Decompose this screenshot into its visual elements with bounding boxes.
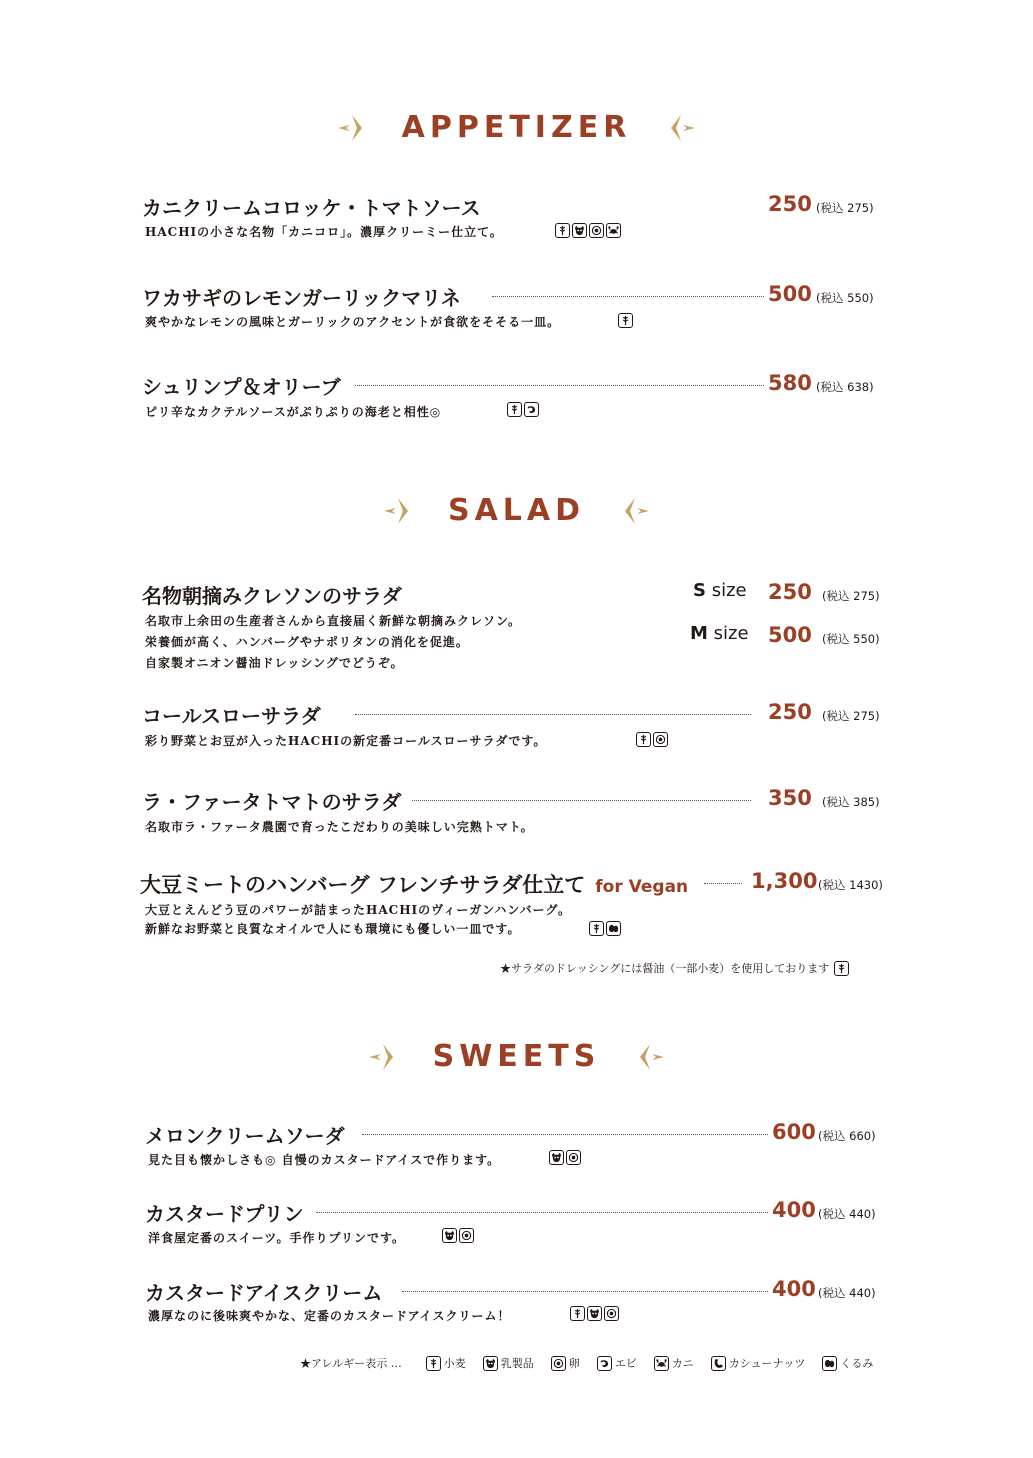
legend-item-walnut — [822, 1355, 873, 1371]
menu-item-desc-line: 名取市上余田の生産者さんから直接届く新鮮な朝摘みクレソン。 — [145, 614, 522, 628]
legend-item-shrimp — [597, 1355, 637, 1371]
dressing-note: ★サラダのドレッシングには醤油（一部小麦）を使用しております — [500, 960, 849, 976]
legend-label: 卵 — [568, 1357, 580, 1370]
dairy-icon — [587, 1306, 602, 1321]
dotted-leader — [362, 1134, 768, 1135]
legend-label: くるみ — [840, 1357, 874, 1370]
ornament-right-icon — [661, 113, 695, 143]
section-title-appetizer — [0, 110, 1033, 147]
legend-label: 小麦 — [443, 1357, 466, 1370]
dotted-leader — [704, 883, 742, 884]
allergen-icons — [618, 313, 633, 328]
allergen-icons — [549, 1150, 581, 1165]
egg-icon — [589, 223, 604, 238]
menu-item-tax-m: (税込 550) — [822, 632, 880, 646]
shrimp-icon — [524, 402, 539, 417]
walnut-icon — [822, 1356, 837, 1371]
menu-item-tax: (税込 440) — [818, 1207, 876, 1221]
dotted-leader — [492, 296, 764, 297]
egg-icon — [566, 1150, 581, 1165]
menu-item-price: 580 — [768, 371, 812, 395]
size-label-m: M size — [690, 623, 749, 644]
allergen-legend — [300, 1355, 890, 1371]
legend-title: ★アレルギー表示 … — [300, 1357, 402, 1370]
dairy-icon — [483, 1356, 498, 1371]
dotted-leader — [355, 385, 764, 386]
egg-icon — [551, 1356, 566, 1371]
menu-item-desc: 彩り野菜とお豆が入ったHACHIの新定番コールスローサラダです。 — [145, 734, 547, 748]
wheat-icon — [507, 402, 522, 417]
legend-label: カニ — [671, 1357, 694, 1370]
legend-item-crab — [654, 1355, 694, 1371]
egg-icon — [459, 1228, 474, 1243]
menu-item-desc: 爽やかなレモンの風味とガーリックのアクセントが食欲をそそる一皿。 — [145, 315, 561, 329]
allergen-icons — [555, 223, 621, 238]
legend-item-egg — [551, 1355, 580, 1371]
size-label-s: S size — [693, 580, 747, 601]
section-heading: SWEETS — [432, 1039, 601, 1074]
allergen-icons — [442, 1228, 474, 1243]
menu-item-price-m: 500 — [768, 623, 812, 647]
wheat-icon — [834, 961, 849, 976]
allergen-icons — [570, 1306, 619, 1321]
menu-item-desc-line: 栄養価が高く、ハンバーグやナポリタンの消化を促進。 — [145, 635, 469, 649]
menu-item-tax-s: (税込 275) — [822, 589, 880, 603]
menu-item-tax: (税込 440) — [818, 1286, 876, 1300]
wheat-icon — [570, 1306, 585, 1321]
wheat-icon — [555, 223, 570, 238]
menu-item-name: ワカサギのレモンガーリックマリネ — [142, 286, 461, 310]
menu-item-tax: (税込 550) — [816, 291, 874, 305]
ornament-left-icon — [338, 113, 372, 143]
menu-item-desc-line: 新鮮なお野菜と良質なオイルで人にも環境にも優しい一皿です。 — [145, 922, 521, 936]
dotted-leader — [355, 714, 751, 715]
menu-item-desc: HACHIの小さな名物「カニコロ」。濃厚クリーミー仕立て。 — [145, 225, 503, 239]
menu-item-tax: (税込 1430) — [818, 878, 883, 892]
dotted-leader — [412, 800, 751, 801]
shrimp-icon — [597, 1356, 612, 1371]
menu-item-price: 400 — [772, 1277, 816, 1301]
legend-item-wheat — [426, 1355, 466, 1371]
legend-item-dairy — [483, 1355, 534, 1371]
menu-item-name: コールスローサラダ — [142, 704, 321, 728]
ornament-right-icon — [615, 496, 649, 526]
crab-icon — [654, 1356, 669, 1371]
crab-icon — [606, 223, 621, 238]
section-title-salad — [0, 493, 1033, 530]
menu-item-name: カスタードアイスクリーム — [145, 1281, 383, 1305]
menu-item-desc: ピリ辛なカクテルソースがぷりぷりの海老と相性◎ — [145, 405, 442, 419]
menu-item-name: 名物朝摘みクレソンのサラダ — [142, 584, 402, 608]
menu-item-name: メロンクリームソーダ — [145, 1124, 345, 1148]
dotted-leader — [316, 1212, 768, 1213]
wheat-icon — [636, 732, 651, 747]
section-heading: SALAD — [447, 493, 586, 528]
menu-item-tax: (税込 275) — [816, 201, 874, 215]
egg-icon — [604, 1306, 619, 1321]
menu-item-desc-line: 大豆とえんどう豆のパワーが詰まったHACHIのヴィーガンハンバーグ。 — [145, 903, 572, 917]
dairy-icon — [442, 1228, 457, 1243]
menu-item-price: 350 — [768, 786, 812, 810]
legend-label: 乳製品 — [500, 1357, 534, 1370]
menu-item-tax: (税込 660) — [818, 1129, 876, 1143]
menu-item-name: ラ・ファータトマトのサラダ — [142, 790, 402, 814]
wheat-icon — [589, 921, 604, 936]
egg-icon — [653, 732, 668, 747]
menu-item-desc-line: 自家製オニオン醤油ドレッシングでどうぞ。 — [145, 656, 404, 670]
menu-item-tax: (税込 638) — [816, 380, 874, 394]
wheat-icon — [618, 313, 633, 328]
walnut-icon — [606, 921, 621, 936]
menu-item-name: カスタードプリン — [145, 1202, 304, 1226]
allergen-icons — [507, 402, 539, 417]
menu-item-name: シュリンプ＆オリーブ — [142, 375, 341, 399]
legend-label: エビ — [614, 1357, 637, 1370]
menu-item-desc: 洋食屋定番のスイーツ。手作りプリンです。 — [148, 1231, 406, 1245]
menu-item-price: 500 — [768, 282, 812, 306]
vegan-label: for Vegan — [595, 877, 689, 897]
menu-item-price: 400 — [772, 1198, 816, 1222]
menu-item-tax: (税込 385) — [822, 795, 880, 809]
ornament-left-icon — [369, 1042, 403, 1072]
cashew-icon — [711, 1356, 726, 1371]
menu-item-price: 600 — [772, 1120, 816, 1144]
menu-item-tax: (税込 275) — [822, 709, 880, 723]
dairy-icon — [549, 1150, 564, 1165]
allergen-icons — [636, 732, 668, 747]
menu-item-price: 250 — [768, 192, 812, 216]
menu-item-price: 250 — [768, 700, 812, 724]
menu-item-name: 大豆ミートのハンバーグ フレンチサラダ仕立て for Vegan — [140, 872, 689, 897]
dotted-leader — [402, 1291, 768, 1292]
legend-item-cashew — [711, 1355, 806, 1371]
menu-item-desc: 濃厚なのに後味爽やかな、定番のカスタードアイスクリーム！ — [148, 1309, 511, 1323]
legend-label: カシューナッツ — [728, 1357, 806, 1370]
allergen-icons — [589, 921, 621, 936]
section-title-sweets — [0, 1039, 1033, 1076]
section-heading: APPETIZER — [401, 110, 632, 145]
menu-item-desc: 名取市ラ・ファータ農園で育ったこだわりの美味しい完熟トマト。 — [145, 820, 534, 834]
dairy-icon — [572, 223, 587, 238]
ornament-right-icon — [630, 1042, 664, 1072]
menu-item-name: カニクリームコロッケ・トマトソース — [142, 196, 481, 220]
menu-item-price: 1,300 — [751, 869, 818, 893]
menu-item-desc: 見た目も懐かしさも◎ 自慢のカスタードアイスで作ります。 — [148, 1153, 501, 1167]
ornament-left-icon — [384, 496, 418, 526]
menu-item-price-s: 250 — [768, 580, 812, 604]
wheat-icon — [426, 1356, 441, 1371]
